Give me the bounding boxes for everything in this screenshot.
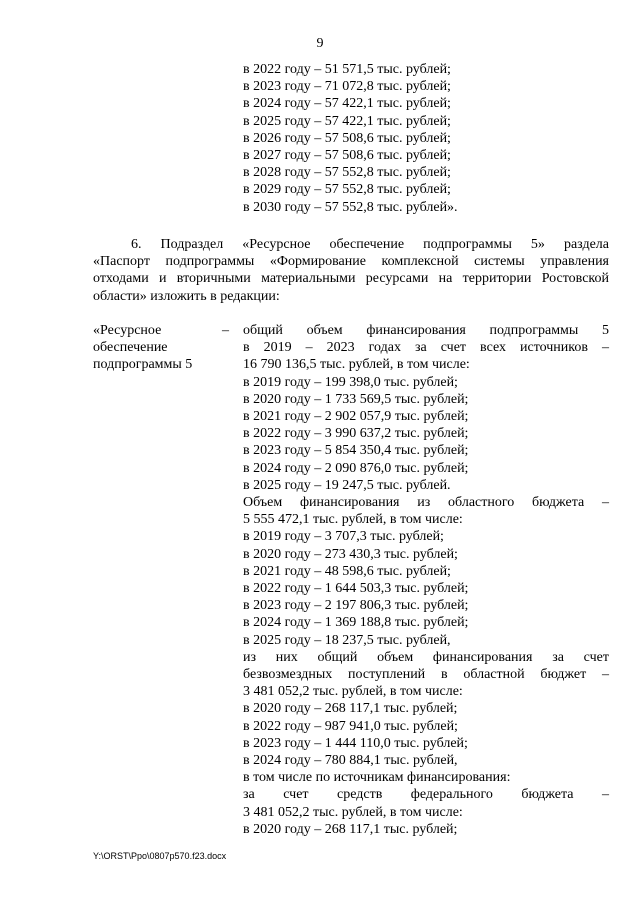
- paragraph-line: «Паспорт подпрограммы «Формирование комплексной системы управления: [93, 254, 609, 270]
- paragraph-line: 6. Подраздел «Ресурсное обеспечение подпрограммы 5» раздела: [131, 237, 609, 252]
- paragraph-line: области» изложить в редакции:: [93, 288, 280, 304]
- funding-line: в 2028 году – 57 552,8 тыс. рублей;: [243, 165, 451, 181]
- funding-line: в 2029 году – 57 552,8 тыс. рублей;: [243, 182, 451, 198]
- resource-text-line: 3 481 052,2 тыс. рублей, в том числе:: [243, 684, 463, 700]
- resource-text-line: Объем финансирования из областного бюджета –: [243, 495, 609, 511]
- resource-text-line: в 2023 году – 2 197 806,3 тыс. рублей;: [243, 598, 469, 614]
- paragraph-line: отходами и вторичными материальными ресурсами на территории Ростовской: [93, 271, 609, 287]
- resource-label-column: [93, 322, 243, 374]
- label-dash: –: [222, 323, 229, 338]
- resource-label-line: подпрограммы 5: [93, 357, 193, 373]
- resource-text-line: общий объем финансирования подпрограммы 5: [243, 323, 609, 338]
- resource-text-line: 3 481 052,2 тыс. рублей, в том числе:: [243, 804, 463, 820]
- funding-line: в 2026 году – 57 508,6 тыс. рублей;: [243, 130, 451, 146]
- resource-text-line: в 2024 году – 780 884,1 тыс. рублей,: [243, 753, 458, 769]
- file-path-footer: Y:\ORST\Ppo\0807p570.f23.docx: [93, 851, 227, 861]
- resource-text-line: в 2019 – 2023 годах за счет всех источников –: [243, 340, 609, 356]
- resource-label-line: обеспечение: [93, 340, 168, 356]
- resource-text-line: в 2023 году – 5 854 350,4 тыс. рублей;: [243, 443, 469, 459]
- resource-text-line: в 2022 году – 1 644 503,3 тыс. рублей;: [243, 581, 469, 597]
- resource-text-line: в 2021 году – 2 902 057,9 тыс. рублей;: [243, 409, 469, 425]
- resource-text-line: из них общий объем финансирования за счет: [243, 649, 609, 665]
- resource-text-line: в 2023 году – 1 444 110,0 тыс. рублей;: [243, 735, 468, 751]
- funding-line: в 2023 году – 71 072,8 тыс. рублей;: [243, 79, 451, 95]
- funding-line: в 2030 году – 57 552,8 тыс. рублей».: [243, 199, 458, 215]
- resource-text-line: 5 555 472,1 тыс. рублей, в том числе:: [243, 512, 463, 528]
- resource-text-line: в 2024 году – 1 369 188,8 тыс. рублей;: [243, 615, 469, 631]
- resource-text-line: в 2025 году – 18 237,5 тыс. рублей,: [243, 632, 451, 648]
- resource-label-line: «Ресурсное: [93, 323, 162, 338]
- resource-text-line: в 2019 году – 199 398,0 тыс. рублей;: [243, 374, 458, 390]
- resource-text-line: в 2020 году – 268 117,1 тыс. рублей;: [243, 821, 458, 837]
- funding-line: в 2027 году – 57 508,6 тыс. рублей;: [243, 148, 451, 164]
- resource-text-line: в 2025 году – 19 247,5 тыс. рублей.: [243, 477, 451, 493]
- resource-text-line: в 2022 году – 3 990 637,2 тыс. рублей;: [243, 426, 469, 442]
- resource-text-line: в 2019 году – 3 707,3 тыс. рублей;: [243, 529, 444, 545]
- funding-list-top: [243, 61, 458, 216]
- resource-text-column: [243, 322, 609, 838]
- page-number: 9: [316, 36, 324, 51]
- resource-text-line: в 2024 году – 2 090 876,0 тыс. рублей;: [243, 460, 469, 476]
- resource-text-line: в 2021 году – 48 598,6 тыс. рублей;: [243, 563, 451, 579]
- funding-line: в 2024 году – 57 422,1 тыс. рублей;: [243, 96, 451, 112]
- resource-text-line: в 2020 году – 273 430,3 тыс. рублей;: [243, 546, 458, 562]
- resource-text-line: безвозмездных поступлений в областной бюджет –: [243, 667, 609, 683]
- resource-text-line: в 2020 году – 268 117,1 тыс. рублей;: [243, 701, 458, 717]
- funding-line: в 2022 году – 51 571,5 тыс. рублей;: [243, 62, 451, 77]
- resource-text-line: 16 790 136,5 тыс. рублей, в том числе:: [243, 357, 470, 373]
- resource-text-line: за счет средств федерального бюджета –: [243, 787, 609, 803]
- funding-line: в 2025 году – 57 422,1 тыс. рублей;: [243, 113, 451, 129]
- resource-text-line: в 2022 году – 987 941,0 тыс. рублей;: [243, 718, 458, 734]
- section-paragraph: [93, 236, 609, 305]
- resource-text-line: в 2020 году – 1 733 569,5 тыс. рублей;: [243, 391, 469, 407]
- resource-text-line: в том числе по источникам финансирования:: [243, 770, 511, 786]
